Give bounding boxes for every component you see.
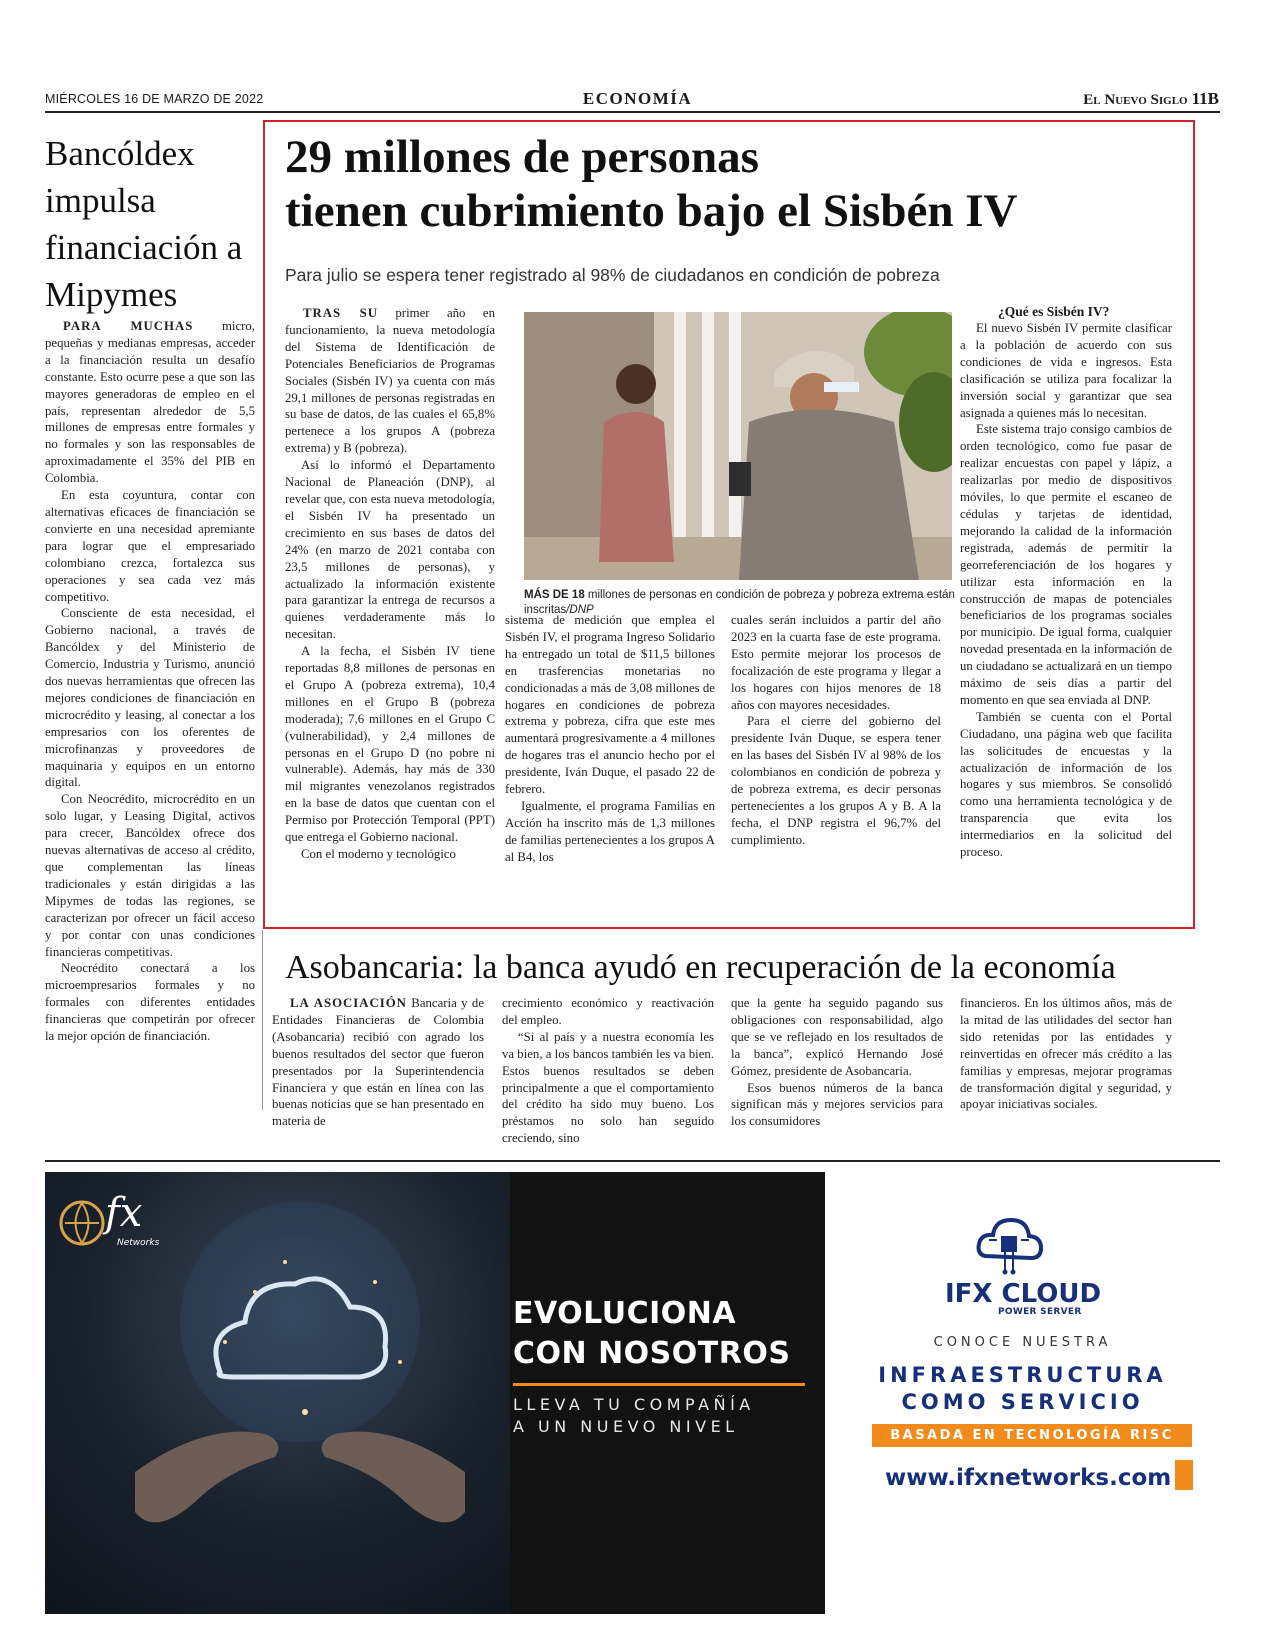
fx-logo-text: fx xyxy=(105,1190,143,1236)
main-paragraph: cuales serán incluidos a partir del año 2023 en la cuarta fase de este programa. Esto permite mejorar los procesos de focalización de este programa y llegar a los hogares con hijos menores de 18 años con mayores necesidades. xyxy=(731,613,941,712)
column-divider xyxy=(262,930,263,1110)
left-story-headline: Bancóldex impulsa financiación a Mipymes xyxy=(45,134,243,314)
left-story-paragraph xyxy=(45,318,255,487)
main-paragraph: sistema de medición que emplea el Sisbén IV, el programa Ingreso Solidario ha entregado un total de $11,5 billones en trasferencias monetarias no condicionadas a más de 3,08 millones de hogares en condiciones de pobreza extrema y pobreza, cifra que este mes aumentará progresivamente a 4 millones de hogares tras el anuncio hecho por el presidente, Iván Duque, el pasado 22 de febrero. xyxy=(505,613,715,797)
ad-risc-badge: BASADA EN TECNOLOGÍA RISC xyxy=(872,1424,1192,1447)
main-story-column-3 xyxy=(731,612,941,849)
left-story-paragraph: Con Neocrédito, microcrédito en un solo lugar, y Leasing Digital, activos para crecer, Bancóldex ofrece dos nuevas alternativas de acceso al crédito, que complementan las líneas tradicionales y están dirigidas a las Mipymes de todas las regiones, se caracterizan por ofrecer un fácil acceso y por contar con unas condiciones financieras competitivas. xyxy=(45,792,255,959)
ad-website-link[interactable]: www.ifxnetworks.com xyxy=(885,1465,1172,1491)
ad-conoce: CONOCE NUESTRA xyxy=(933,1335,1112,1350)
main-headline-line1: 29 millones de personas xyxy=(285,131,759,183)
caption-text: millones de personas en condición de pobreza y pobreza extrema están inscritas xyxy=(524,589,955,616)
main-paragraph: Para el cierre del gobierno del presidente Iván Duque, se espera tener en las bases del Sisbén IV al 98% de los colombianos en condición de pobreza y de pobreza extrema, es decir personas pertenecientes a los grupos A y B. A la fecha, el DNP registra el 96,7% del cumplimiento. xyxy=(731,714,941,847)
ad-infra-line1: INFRAESTRUCTURA xyxy=(878,1363,1167,1387)
brand-power-server: POWER SERVER xyxy=(998,1307,1082,1317)
caption-lead: MÁS DE 18 xyxy=(524,589,585,601)
main-story-column-2 xyxy=(505,612,715,866)
ifx-cloud-brand xyxy=(945,1279,1101,1309)
ad-accent-bar xyxy=(513,1383,805,1386)
globe-icon xyxy=(57,1198,107,1248)
header-rule xyxy=(45,111,1220,113)
left-story-paragraph: En esta coyuntura, contar con alternativas eficaces de financiación se convierte en una necesidad apremiante para lograr que el empresariado colombiano crezca, fortalezca sus operaciones y sea cada vez más competitivo. xyxy=(45,488,255,604)
ad-url-accent xyxy=(1175,1460,1193,1490)
newspaper-title: El Nuevo Siglo xyxy=(1083,92,1188,108)
ad-headline xyxy=(513,1294,823,1374)
second-story-lead: LA ASOCIACIÓN xyxy=(290,996,407,1010)
newspaper-name xyxy=(1083,89,1219,109)
ad-headline-line1: EVOLUCIONA xyxy=(513,1296,737,1331)
second-story-column-3 xyxy=(731,995,943,1130)
second-paragraph: Esos buenos números de la banca significan más y mejores servicios para los consumidores xyxy=(731,1080,943,1129)
main-headline-line2: tienen cubrimiento bajo el Sisbén IV xyxy=(285,185,1018,237)
second-paragraph: financieros. En los últimos años, más de la mitad de las utilidades del sector han sido retenidas por las entidades y reinvertidas en ofrecer más crédito a las familias y empresas, mejorar programas de transformación digital y seguridad, y apoyar iniciativas sociales. xyxy=(960,996,1172,1112)
sidebar-paragraph: También se cuenta con el Portal Ciudadano, una página web que facilita las solicitudes de encuestas y la actualización de información de los hogares y sus miembros. Se consolidó como una herramienta tecnológica y de transparencia que evita los intermediarios en la solicitud del proceso. xyxy=(960,709,1172,860)
main-paragraph: A la fecha, el Sisbén IV tiene reportadas 8,8 millones de personas en el Grupo A (pobreza extrema), 10,4 millones en el Grupo B (pobreza moderada); 7,6 millones en el Grupo C (vulnerabilidad), y 2,4 millones de personas en el Grupo D (no pobre ni vulnerable). Además, hay más de 330 mil migrantes venezolanos registrados en la base de datos que cuentan con el Permiso por Protección Temporal (PPT) que entrega el Gobierno nacional. xyxy=(285,644,495,845)
main-story-lead: TRAS SU xyxy=(303,306,378,320)
cloud-chip-icon xyxy=(975,1210,1045,1278)
ad-subline xyxy=(513,1394,823,1438)
section-title: ECONOMÍA xyxy=(582,89,693,108)
sidebar-body xyxy=(960,320,1172,861)
main-story-column-1 xyxy=(285,305,495,863)
second-story-column-2 xyxy=(502,995,714,1147)
second-paragraph: “Si al país y a nuestra economía les va bien, a los bancos también les va bien. Estos buenos resultados se deben principalmente a que el comportamiento del crédito ha sido muy bueno. Los préstamos no solo han seguido creciendo, sino xyxy=(502,1029,714,1146)
news-photo xyxy=(524,312,952,580)
sidebar-paragraph: El nuevo Sisbén IV permite clasificar a la población de acuerdo con sus condiciones de vida e ingresos. Esta clasificación se utiliza para focalizar la inversión social y garantizar que sea asignada a quienes más lo necesitan. xyxy=(960,321,1172,420)
ad-headline-line2: CON NOSOTROS xyxy=(513,1336,791,1371)
main-story-text: primer año en funcionamiento, la nueva metodología del Sistema de Identificación de Potenciales Beneficiarios de Programas Sociales (Sisbén IV) ya cuenta con más 29,1 millones de personas registradas en su base de datos, de las cuales el 65,8% pertenece a los grupos A (pobreza extrema) y B (pobreza). xyxy=(285,306,495,456)
second-paragraph: que la gente ha seguido pagando sus obligaciones con responsabilidad, algo que se ve reflejado en los resultados de la banca”, explicó Hernando José Gómez, presidente de Asobancaria. xyxy=(731,996,943,1078)
second-paragraph xyxy=(272,995,484,1130)
second-headline: Asobancaria: la banca ayudó en recuperación de la economía xyxy=(285,949,1116,986)
main-paragraph: Igualmente, el programa Familias en Acción ha inscrito más de 1,3 millones de familias pertenecientes a los grupos A al B4, los xyxy=(505,798,715,864)
brand-cloud: CLOUD xyxy=(1001,1279,1102,1309)
main-headline xyxy=(285,130,1185,238)
ad-headline-panel xyxy=(510,1172,825,1614)
second-story-text: Bancaria y de Entidades Financieras de Colombia (Asobancaria) recibió con agrado los buenos resultados del sector que fueron presentados por la Superintendencia Financiera y que están en línea con las buenas noticias que se han presentado en materia de xyxy=(272,996,484,1129)
left-story-paragraph: Consciente de esta necesidad, el Gobierno nacional, a través de Bancóldex y del Ministerio de Comercio, Industria y Turismo, anunció dos nuevas herramientas que ofrecen las mejores condiciones de financiación en microcrédito y leasing, al conectar a los empresarios con los oferentes de microfinanzas y proveedores de maquinaria y equipos en un entorno digital. xyxy=(45,606,255,790)
ad-infra xyxy=(825,1362,1220,1416)
caption-credit: /DNP xyxy=(566,603,594,616)
left-story-lead: PARA MUCHAS xyxy=(63,319,194,333)
brand-ifx: IFX xyxy=(945,1279,993,1309)
ad-subline-2: A UN NUEVO NIVEL xyxy=(513,1417,739,1436)
ad-rule xyxy=(45,1160,1220,1162)
fx-networks-logo xyxy=(57,1190,197,1254)
main-paragraph: Así lo informó el Departamento Nacional de Planeación (DNP), al revelar que, con esta nueva metodología, el Sisbén IV ha presentado un crecimiento en sus bases de datos del 24% (en marzo de 2021 contaba con 23,5 millones de personas), y actualizado la información existente para garantizar la entrega de recursos a quienes verdaderamente más lo necesitan. xyxy=(285,458,495,642)
second-story-column-4 xyxy=(960,995,1172,1113)
main-subtitle: Para julio se espera tener registrado al 98% de ciudadanos en condición de pobreza xyxy=(285,265,940,285)
ad-subline-1: LLEVA TU COMPAÑÍA xyxy=(513,1395,755,1414)
fx-logo-sub: Networks xyxy=(117,1238,160,1248)
left-story-text: micro, pequeñas y medianas empresas, acceder a la financiación resulta un desafío constante. Esto ocurre pese a que son las mayores generadoras de empleo en el país, representan alrededor de 5,5 millones de empresas entre formales y no formales y son las responsables de aproximadamente el 35% del PIB en Colombia. xyxy=(45,319,255,486)
second-story-column-1 xyxy=(272,995,484,1130)
page-number: 11B xyxy=(1191,89,1219,108)
left-story-paragraph: Neocrédito conectará a los microempresarios formales y no formales con diferentes entidades financieras que competirán por ofrecer la mejor opción de financiación. xyxy=(45,961,255,1044)
main-paragraph: Con el moderno y tecnológico xyxy=(301,847,456,861)
second-paragraph: crecimiento económico y reactivación del empleo. xyxy=(502,996,714,1027)
sidebar-paragraph: Este sistema trajo consigo cambios de orden tecnológico, como fue pasar de realizar encuestas con papel y lápiz, a realizarlas por medio de dispositivos móviles, lo que permite el escaneo de cédulas y tarjetas de identidad, mejorando la calidad de la información registrada, además de permitir la georreferenciación de los hogares y utilizar esta información en la construcción de mapas de potenciales beneficiarios de los programas sociales por municipio. De igual forma, cualquier novedad presentada en la información de un ciudadano se actualizará en un tiempo máximo de seis días a partir del momento en que sea enviada al DNP. xyxy=(960,422,1172,707)
issue-date: MIÉRCOLES 16 DE MARZO DE 2022 xyxy=(45,92,264,106)
main-paragraph xyxy=(285,305,495,457)
sidebar-title: ¿Qué es Sisbén IV? xyxy=(998,304,1110,319)
left-story-body xyxy=(45,318,255,1045)
advertisement[interactable] xyxy=(45,1172,1220,1614)
ad-infra-line2: COMO SERVICIO xyxy=(901,1390,1144,1414)
news-photo-illustration xyxy=(524,312,952,580)
